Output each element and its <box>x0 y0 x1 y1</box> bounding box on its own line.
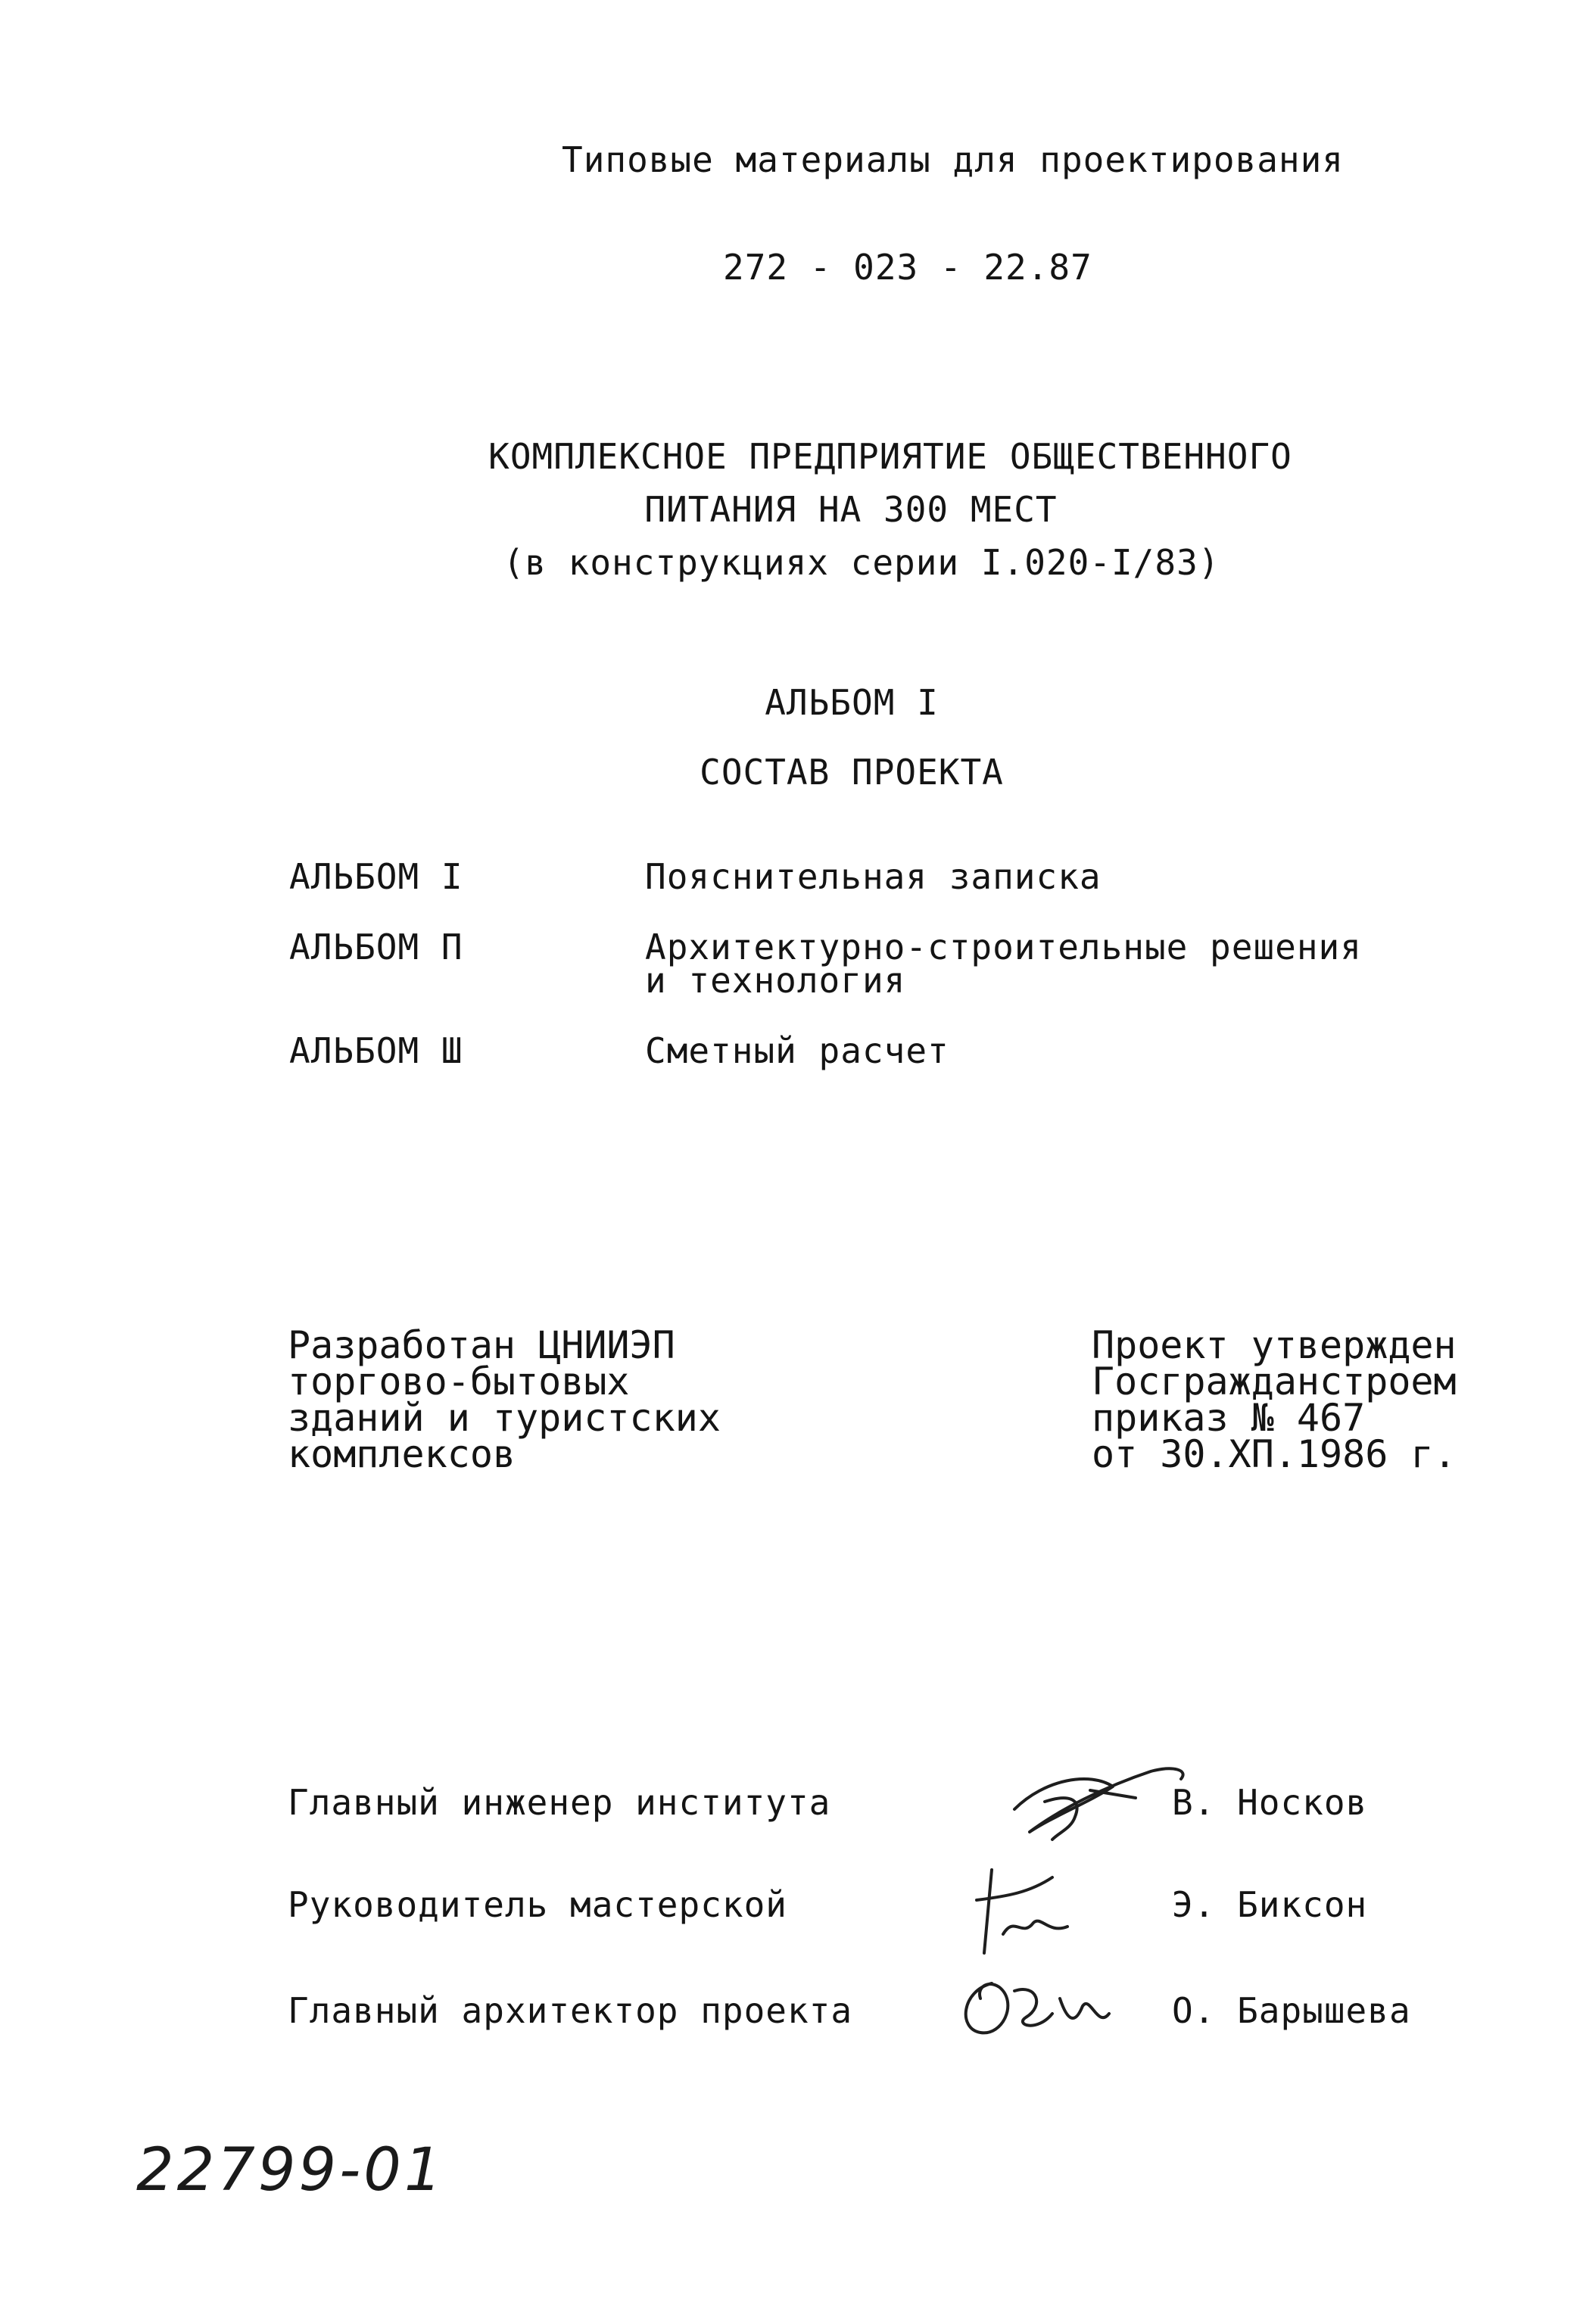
developer-line: зданий и туристских <box>288 1396 721 1440</box>
composition-album-label: АЛЬБОМ П <box>289 927 463 967</box>
signature-noskov <box>999 1756 1196 1847</box>
signature-bikson <box>961 1862 1098 1961</box>
project-title-line2: ПИТАНИЯ НА 300 МЕСТ <box>644 489 1058 530</box>
signatory-name: О. Барышева <box>1172 1990 1411 2031</box>
composition-album-label: АЛЬБОМ Ш <box>289 1030 463 1071</box>
approval-line: Проект утвержден <box>1092 1323 1457 1367</box>
project-title-line1: КОМПЛЕКСНОЕ ПРЕДПРИЯТИЕ ОБЩЕСТВЕННОГО <box>488 436 1292 477</box>
approval-line: Госгражданстроем <box>1092 1360 1457 1403</box>
signature-barysheva <box>946 1961 1120 2051</box>
inventory-number: 22799-01 <box>136 2136 445 2204</box>
composition-album-label: АЛЬБОМ I <box>289 856 463 897</box>
signatory-name: В. Носков <box>1172 1782 1368 1823</box>
signatory-position: Главный инженер института <box>288 1782 831 1823</box>
album-label: АЛЬБОМ I <box>765 682 939 723</box>
approval-line: от 30.XП.1986 г. <box>1092 1432 1457 1476</box>
developer-line: комплексов <box>288 1432 516 1476</box>
composition-description: и технология <box>645 960 906 1001</box>
signatory-position: Руководитель мастерской <box>288 1884 787 1925</box>
materials-heading: Типовые материалы для проектирования <box>562 139 1344 180</box>
developer-line: торгово-бытовых <box>288 1360 630 1403</box>
composition-description: Сметный расчет <box>645 1030 949 1071</box>
composition-description: Архитектурно-строительные решения <box>645 927 1362 967</box>
signatory-name: Э. Биксон <box>1172 1884 1368 1925</box>
document-designation: 272 - 023 - 22.87 <box>723 247 1092 288</box>
composition-description: Пояснительная записка <box>645 856 1102 897</box>
signatory-position: Главный архитектор проекта <box>288 1990 853 2031</box>
project-title-line3: (в конструкциях серии I.020-I/83) <box>503 542 1220 583</box>
developer-line: Разработан ЦНИИЭП <box>288 1323 675 1367</box>
approval-line: приказ № 467 <box>1092 1396 1366 1440</box>
composition-title: СОСТАВ ПРОЕКТА <box>700 752 1004 793</box>
